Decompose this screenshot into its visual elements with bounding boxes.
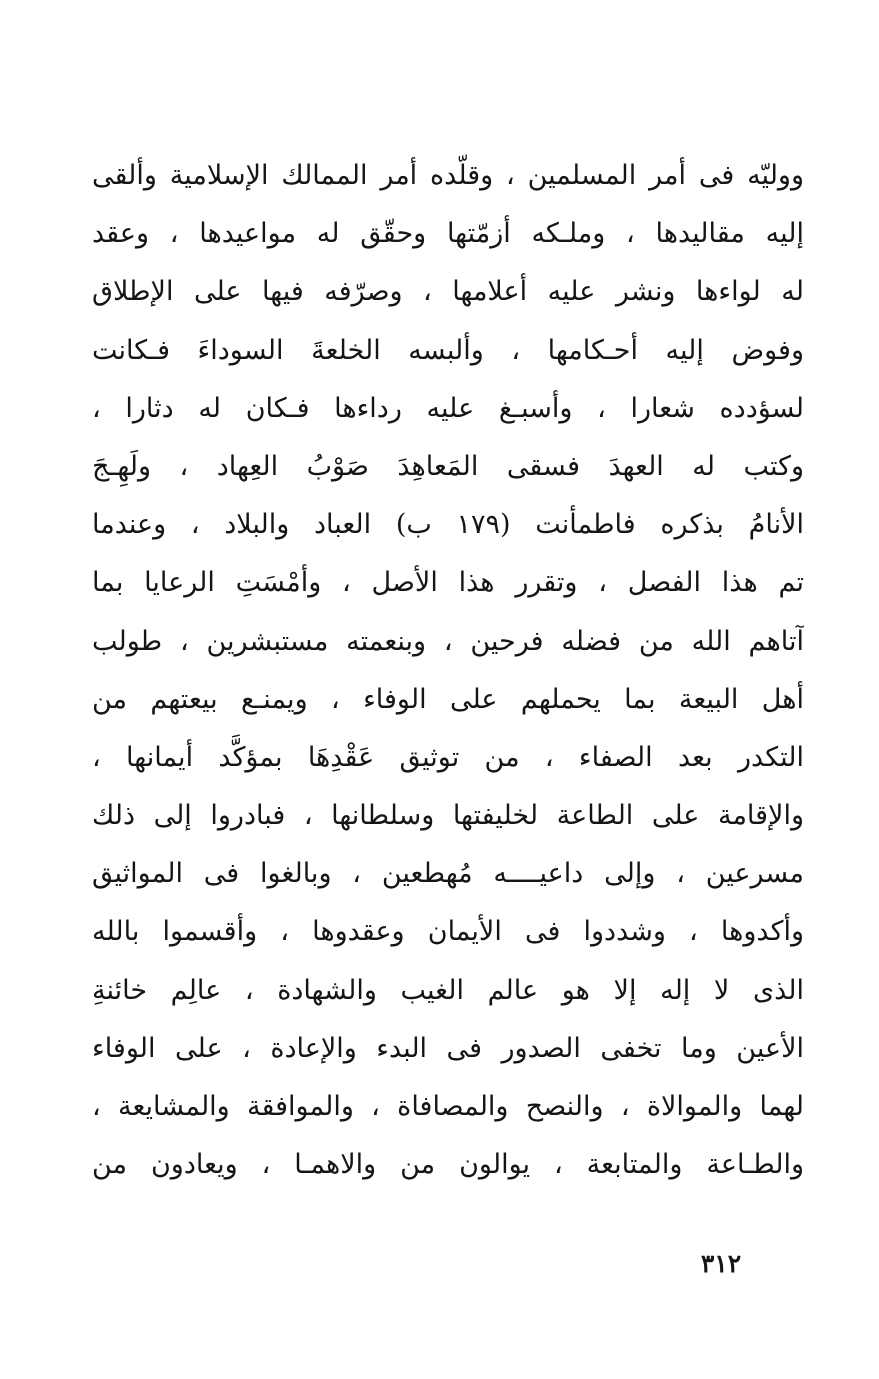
text-line: لهما والموالاة ، والنصح والمصافاة ، والموافقة والمشايعة ، — [92, 1091, 804, 1122]
text-line: الأعين وما تخفى الصدور فى البدء والإعادة ، على الوفاء — [92, 1032, 804, 1064]
text-line: ووليّه فى أمر المسلمين ، وقلّده أمر الممالك الإسلامية وألقى — [92, 160, 804, 191]
text-line: تم هذا الفصل ، وتقرر هذا الأصل ، وأمْسَتِ الرعايا بما — [92, 567, 804, 599]
text-line: إليه مقاليدها ، وملـكه أزمّتها وحقّق له مواعيدها ، وعقد — [92, 218, 804, 250]
text-line: وفوض إليه أحـكامها ، وألبسه الخلعةَ السوداءَ فـكانت — [92, 334, 804, 366]
text-line: له لواءها ونشر عليه أعلامها ، وصرّفه فيها على الإطلاق — [92, 276, 804, 308]
text-line: التكدر بعد الصفاء ، من توثيق عَقْدِهَا بمؤكَّد أيمانها ، — [92, 741, 804, 773]
text-line: مسرعين ، وإلى داعيــــه مُهطعين ، وبالغوا فى المواثيق — [92, 858, 804, 890]
text-line: والإقامة على الطاعة لخليفتها وسلطانها ، فبادروا إلى ذلك — [92, 800, 804, 832]
text-line: الذى لا إله إلا هو عالم الغيب والشهادة ، عالِم خائنةِ — [92, 974, 804, 1006]
body-text — [92, 147, 804, 1194]
page-number: ٣١٢ — [700, 1249, 742, 1278]
text-line: آتاهم الله من فضله فرحين ، وبنعمته مستبشرين ، طولب — [92, 625, 804, 657]
text-line: وأكدوها ، وشددوا فى الأيمان وعقدوها ، وأقسموا بالله — [92, 916, 804, 948]
text-line: أهل البيعة بما يحملهم على الوفاء ، ويمنـع بيعتهم من — [92, 683, 804, 715]
text-line: وكتب له العهدَ فسقى المَعاهِدَ صَوْبُ العِهاد ، ولَهِـجَ — [92, 450, 804, 482]
text-line: والطـاعة والمتابعة ، يوالون من والاهمـا ، ويعادون من — [92, 1149, 804, 1181]
text-line: الأنامُ بذكره فاطمأنت (١٧٩ ب) العباد والبلاد ، وعندما — [92, 509, 804, 541]
text-line: لسؤدده شعارا ، وأسبـغ عليه رداءها فـكان له دثارا ، — [92, 392, 804, 424]
